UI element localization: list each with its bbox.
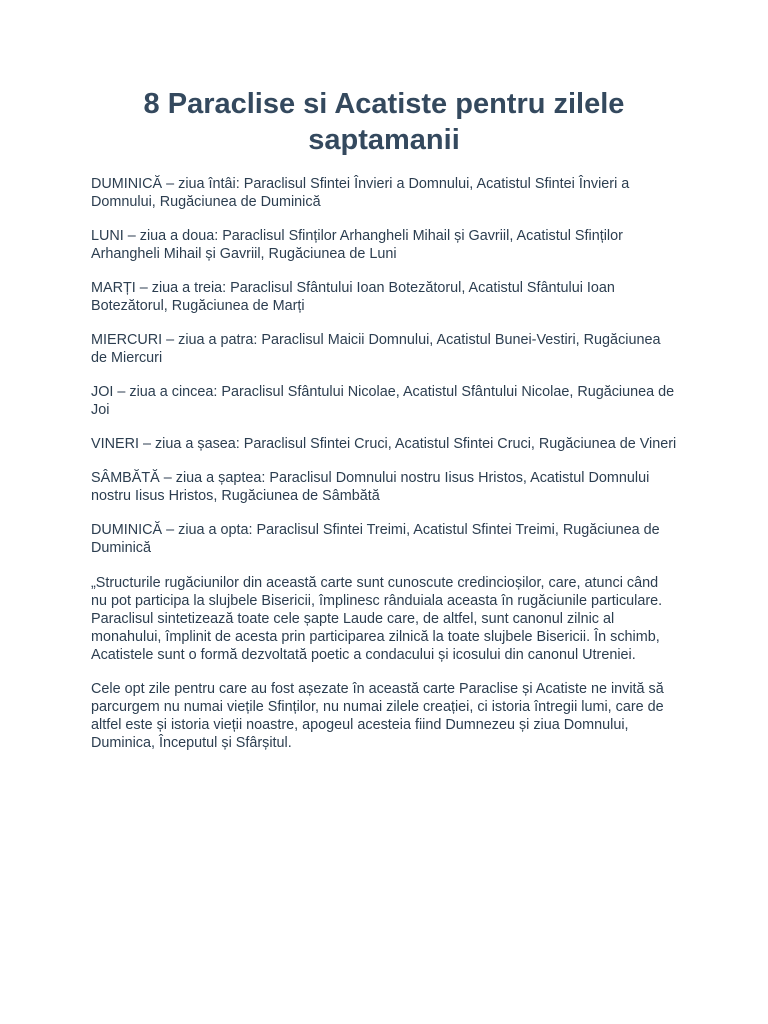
closing-paragraph: Cele opt zile pentru care au fost așezate în această carte Paraclise și Acatiste ne invită să parcurgem nu numai viețile Sfinților, nu numai zilele creației, ci istoria întregii lumi, care de altfel este și istoria vieții noastre, apogeul acesteia fiind Dumnezeu și ziua Domnului, Duminica, Începutul și Sfârșitul. (91, 681, 664, 751)
document-title: 8 Paraclise si Acatiste pentru zilele saptamanii (143, 88, 625, 156)
quote-paragraph: „Structurile rugăciunilor din această carte sunt cunoscute credincioșilor, care, atunci când nu pot participa la slujbele Bisericii, împlinesc rânduiala aceasta în rugăciunile particulare. Paraclisul sintetizează toate cele șapte Laude care, de altfel, sunt canonul zilnic al monahului, împlinit de acesta prin participarea zilnică la toate slujbele Bisericii. În schimb, Acatistele sunt o formă dezvoltată poetic a condacului și icosului din canonul Utreniei. (91, 575, 663, 663)
day-entry-friday: VINERI – ziua a șasea: Paraclisul Sfintei Cruci, Acatistul Sfintei Cruci, Rugăciunea de Vineri (91, 436, 677, 452)
day-entry-sunday-first: DUMINICĂ – ziua întâi: Paraclisul Sfintei Învieri a Domnului, Acatistul Sfintei Învieri a Domnului, Rugăciunea de Duminică (91, 176, 630, 210)
day-entry-wednesday: MIERCURI – ziua a patra: Paraclisul Maicii Domnului, Acatistul Bunei-Vestiri, Rugăciunea de Miercuri (91, 332, 661, 366)
day-entry-thursday: JOI – ziua a cincea: Paraclisul Sfântului Nicolae, Acatistul Sfântului Nicolae, Rugăciunea de Joi (91, 384, 675, 418)
day-entry-sunday-eighth: DUMINICĂ – ziua a opta: Paraclisul Sfintei Treimi, Acatistul Sfintei Treimi, Rugăciunea de Duminică (91, 522, 660, 556)
document-page (91, 86, 677, 768)
day-entry-saturday: SÂMBĂTĂ – ziua a șaptea: Paraclisul Domnului nostru Iisus Hristos, Acatistul Domnului nostru Iisus Hristos, Rugăciunea de Sâmbătă (91, 470, 650, 504)
day-entry-tuesday: MARȚI – ziua a treia: Paraclisul Sfântului Ioan Botezătorul, Acatistul Sfântului Ioan Botezătorul, Rugăciunea de Marți (91, 280, 615, 314)
day-entry-monday: LUNI – ziua a doua: Paraclisul Sfinților Arhangheli Mihail și Gavriil, Acatistul Sfinților Arhangheli Mihail și Gavriil, Rugăciunea de Luni (91, 228, 623, 262)
